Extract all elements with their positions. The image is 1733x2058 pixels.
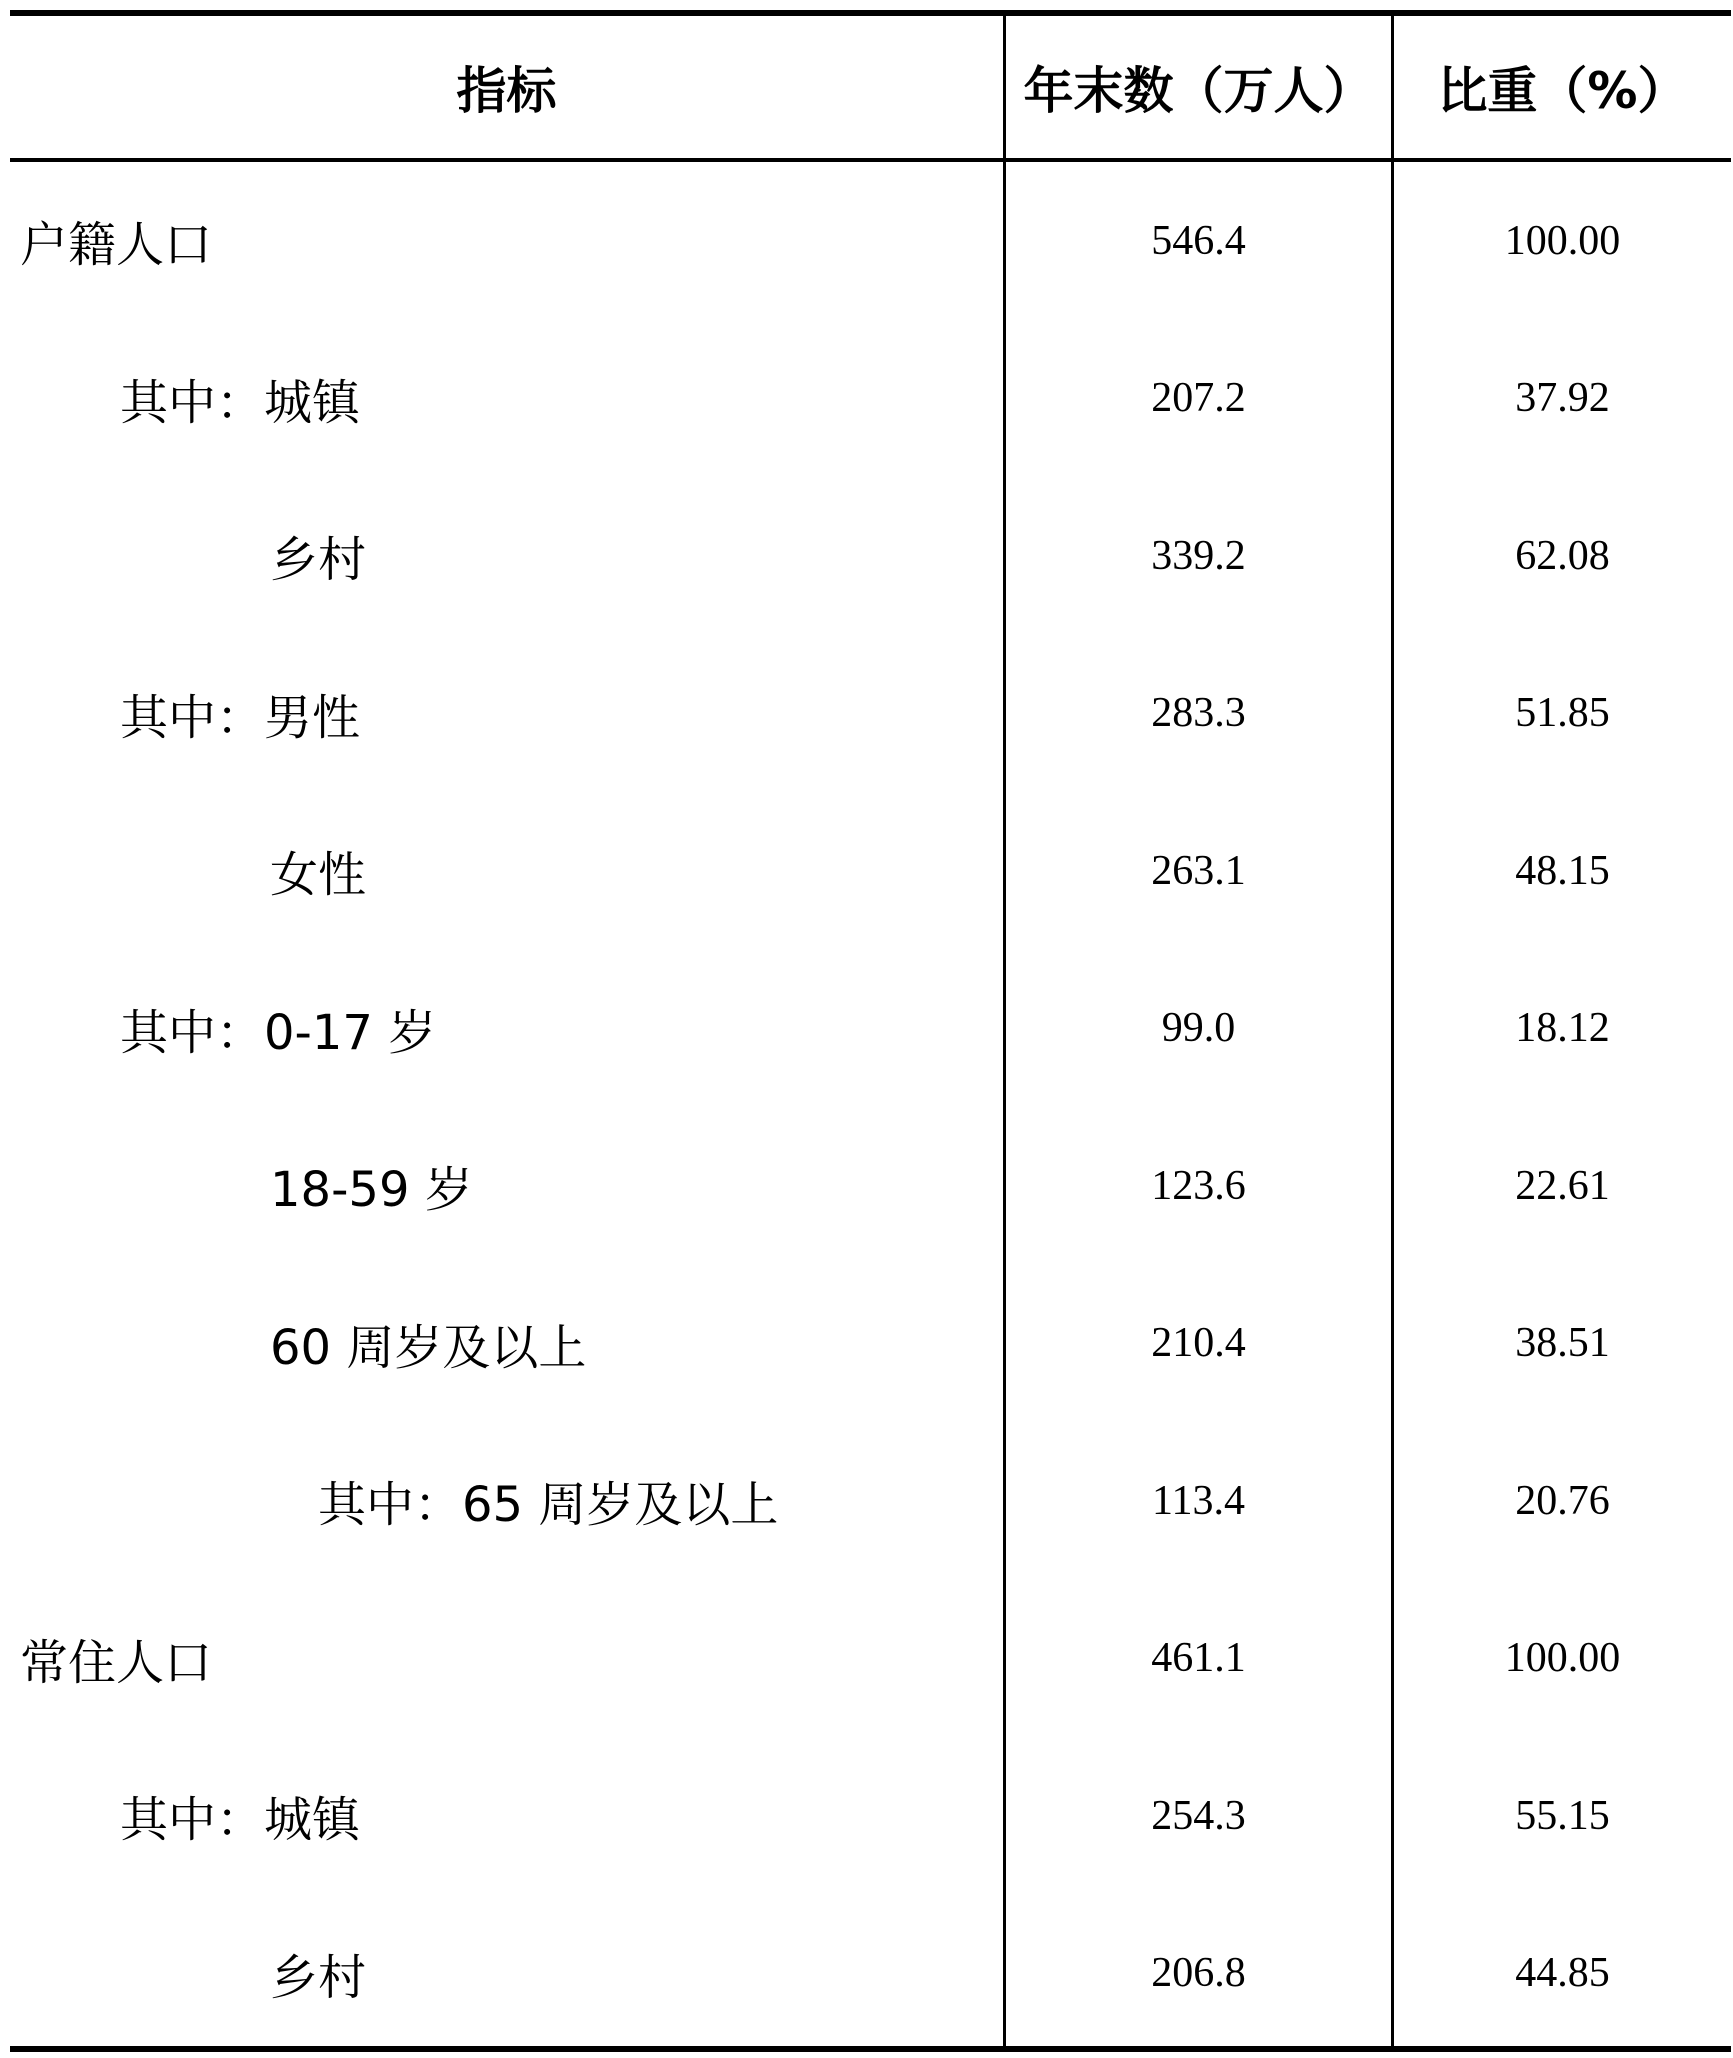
row-count: 546.4: [1151, 217, 1246, 264]
row-share: 22.61: [1515, 1162, 1610, 1209]
row-label: 18-59 岁: [270, 1162, 473, 1219]
row-share: 100.00: [1504, 217, 1621, 264]
row-count: 113.4: [1152, 1477, 1245, 1524]
table-row: [10, 792, 1731, 950]
row-label: 其中：男性: [120, 689, 361, 746]
row-count: 99.0: [1161, 1005, 1236, 1052]
column-divider: [1003, 16, 1006, 2046]
row-label: 户籍人口: [20, 217, 213, 274]
table-row: [10, 1265, 1731, 1423]
row-count: 283.3: [1151, 690, 1246, 737]
row-share: 62.08: [1515, 532, 1610, 579]
row-share: 44.85: [1515, 1950, 1610, 1997]
row-label: 其中：65 周岁及以上: [318, 1477, 779, 1534]
header-indicator: 指标: [456, 62, 557, 120]
row-count: 207.2: [1151, 375, 1246, 422]
table-row: [10, 1422, 1731, 1580]
row-label: 常住人口: [20, 1634, 213, 1691]
row-label: 乡村: [270, 1949, 367, 2006]
table-row: [10, 1107, 1731, 1265]
table-row: [10, 477, 1731, 635]
row-share: 100.00: [1504, 1635, 1621, 1682]
row-label: 其中：城镇: [120, 374, 361, 431]
row-share: 38.51: [1515, 1320, 1610, 1367]
row-share: 48.15: [1515, 847, 1610, 894]
row-count: 461.1: [1151, 1635, 1246, 1682]
table-row: [10, 950, 1731, 1108]
table-row: [10, 1895, 1731, 2053]
row-share: 18.12: [1515, 1005, 1610, 1052]
table-row: [10, 1580, 1731, 1738]
row-label: 女性: [270, 847, 367, 904]
row-label: 其中：城镇: [120, 1792, 361, 1849]
row-share: 20.76: [1515, 1477, 1610, 1524]
row-count: 210.4: [1151, 1320, 1246, 1367]
table-row: [10, 320, 1731, 478]
table-row: [10, 635, 1731, 793]
row-label: 60 周岁及以上: [270, 1319, 587, 1376]
table-header-row: [10, 16, 1731, 162]
row-label: 其中：0-17 岁: [120, 1004, 437, 1061]
header-year-end-count: 年末数（万人）: [1023, 62, 1374, 120]
population-table: [10, 10, 1731, 2052]
row-count: 123.6: [1151, 1162, 1246, 1209]
row-count: 339.2: [1151, 532, 1246, 579]
table-row: [10, 1737, 1731, 1895]
row-label: 乡村: [270, 532, 367, 589]
row-count: 254.3: [1151, 1792, 1246, 1839]
column-divider: [1391, 16, 1394, 2046]
row-count: 206.8: [1151, 1950, 1246, 1997]
table-row: [10, 162, 1731, 320]
row-share: 37.92: [1515, 375, 1610, 422]
row-count: 263.1: [1151, 847, 1246, 894]
header-share: 比重（%）: [1437, 62, 1688, 120]
row-share: 55.15: [1515, 1792, 1610, 1839]
row-share: 51.85: [1515, 690, 1610, 737]
